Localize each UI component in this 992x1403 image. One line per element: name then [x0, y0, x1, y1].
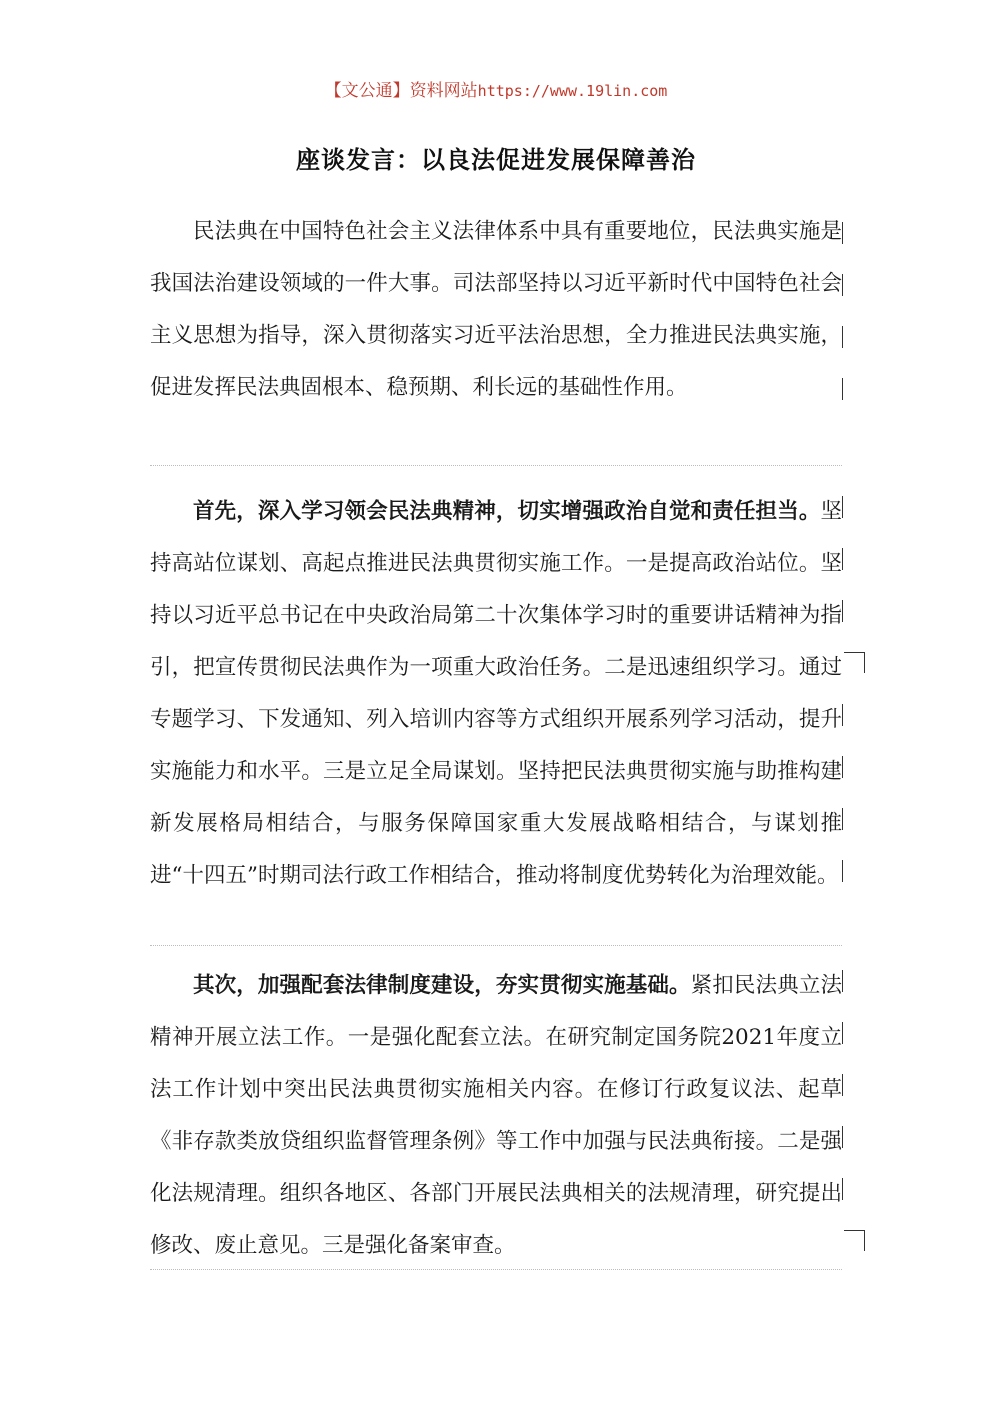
paragraph-second-lead: 其次，加强配套法律制度建设，夯实贯彻实施基础。 — [193, 973, 691, 998]
line-end-marker — [842, 548, 843, 570]
paragraph-corner-marker — [844, 1230, 865, 1251]
line-end-marker — [842, 326, 843, 348]
line-end-marker — [842, 860, 843, 882]
paragraph-first-text: 坚持高站位谋划、高起点推进民法典贯彻实施工作。一是提高政治站位。坚持以习近平总书记在中央政治局第二十次集体学习时的重要讲话精神为指引，把宣传贯彻民法典作为一项重大政治任务。二是迅速组织学习。通过专题学习、下发通知、列入培训内容等方式组织开展系列学习活动，提升实施能力和水平。三是立足全局谋划。坚持把民法典贯彻实施与助推构建新发展格局相结合，与服务保障国家重大发展战略相结合，与谋划推进“十四五”时期司法行政工作相结合，推动将制度优势转化为治理效能。 — [150, 499, 842, 888]
line-end-marker — [842, 756, 843, 778]
line-end-marker — [842, 1178, 843, 1200]
paragraph-separator — [150, 945, 842, 946]
line-end-marker — [842, 496, 843, 518]
line-end-marker — [842, 970, 843, 992]
site-url-link[interactable]: https://www.19lin.com — [477, 82, 668, 100]
paragraph-separator — [150, 465, 842, 466]
line-end-marker — [842, 1022, 843, 1044]
site-header — [0, 76, 992, 101]
line-end-marker — [842, 808, 843, 830]
document-title: 座谈发言：以良法促进发展保障善治 — [296, 146, 696, 174]
paragraph-intro-text: 民法典在中国特色社会主义法律体系中具有重要地位，民法典实施是我国法治建设领域的一件大事。司法部坚持以习近平新时代中国特色社会主义思想为指导，深入贯彻落实习近平法治思想，全力推进民法典实施，促进发挥民法典固根本、稳预期、利长远的基础性作用。 — [150, 219, 842, 400]
line-end-marker — [842, 600, 843, 622]
line-end-marker — [842, 222, 843, 244]
paragraph-second-text: 紧扣民法典立法精神开展立法工作。一是强化配套立法。在研究制定国务院2021年度立法工作计划中突出民法典贯彻实施相关内容。在修订行政复议法、起草《非存款类放贷组织监督管理条例》等工作中加强与民法典衔接。二是强化法规清理。组织各地区、各部门开展民法典相关的法规清理，研究提出修改、废止意见。三是强化备案审查。 — [150, 973, 842, 1258]
paragraph-separator — [150, 1269, 842, 1270]
line-end-marker — [842, 378, 843, 400]
paragraph-second — [150, 960, 842, 1272]
line-end-marker — [842, 1074, 843, 1096]
paragraph-intro — [150, 206, 842, 414]
line-end-marker — [842, 274, 843, 296]
paragraph-first — [150, 486, 842, 902]
line-end-marker — [842, 704, 843, 726]
line-end-marker — [842, 1126, 843, 1148]
paragraph-first-lead: 首先，深入学习领会民法典精神，切实增强政治自觉和责任担当。 — [193, 499, 821, 524]
paragraph-corner-marker — [844, 652, 865, 673]
site-brand: 【文公通】资料网站 — [324, 81, 478, 101]
